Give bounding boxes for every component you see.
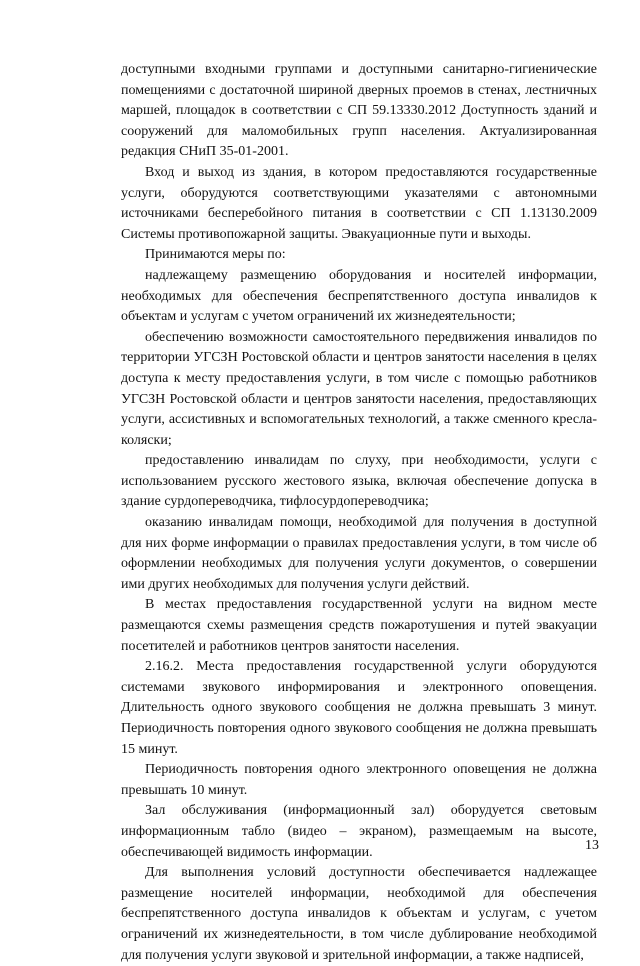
page-number: 13 [585, 838, 599, 853]
paragraph: Для выполнения условий доступности обеспечивается надлежащее размещение носителей информации, необходимой для обеспечения беспрепятственного доступа инвалидов к объектам и услугам, с учетом ограничений их жизнедеятельности, в том числе дублирование необходимой для получения услуги звуковой и зрительной информации, а также надписей, [121, 865, 597, 963]
paragraph: обеспечению возможности самостоятельного передвижения инвалидов по территории УГСЗН Ростовской области и центров занятости населения в целях доступа к месту предоставления услуги, в том числе с помощью работников УГСЗН Ростовской области и центров занятости населения, предоставляющих услуги, ассистивных и вспомогательных технологий, а также сменного кресла-коляски; [121, 329, 597, 448]
paragraph: Зал обслуживания (информационный зал) оборудуется световым информационным табло (видео – экраном), размещаемым на высоте, обеспечивающей видимость информации. [121, 803, 597, 860]
paragraph: Периодичность повторения одного электронного оповещения не должна превышать 10 минут. [121, 762, 597, 798]
paragraph: Принимаются меры по: [145, 247, 286, 263]
paragraph: доступными входными группами и доступными санитарно-гигиенические помещениями с достаточной шириной дверных проемов в стенах, лестничных маршей, площадок в соответствии с СП 59.13330.2012 Доступность зданий и сооружений для маломобильных групп населения. Актуализированная редакция СНиП 35-01-2001. [121, 62, 597, 160]
paragraph: 2.16.2. Места предоставления государственной услуги оборудуются системами звукового информирования и электронного оповещения. Длительность одного звукового сообщения не должна превышать 3 минут. Периодичность повторения одного звукового сообщения не должна превышать 15 минут. [121, 659, 597, 757]
paragraph: надлежащему размещению оборудования и носителей информации, необходимых для обеспечения беспрепятственного доступа инвалидов к объектам и услугам с учетом ограничений их жизнедеятельности; [121, 267, 597, 325]
document-body [121, 60, 597, 966]
paragraph: В местах предоставления государственной услуги на видном месте размещаются схемы размещения средств пожаротушения и путей эвакуации посетителей и работников центров занятости населения. [121, 597, 597, 654]
paragraph: предоставлению инвалидам по слуху, при необходимости, услуги с использованием русского жестового языка, включая обеспечение допуска в здание сурдопереводчика, тифлосурдопереводчика; [121, 453, 597, 510]
paragraph: Вход и выход из здания, в котором предоставляются государственные услуги, оборудуются соответствующими указателями с автономными источниками бесперебойного питания в соответствии с СП 1.13130.2009 Системы противопожарной защиты. Эвакуационные пути и выходы. [121, 164, 597, 242]
paragraph: оказанию инвалидам помощи, необходимой для получения в доступной для них форме информации о правилах предоставления услуги, в том числе об оформлении необходимых для получения услуги документов, о совершении ими других необходимых для получения услуги действий. [121, 515, 597, 592]
